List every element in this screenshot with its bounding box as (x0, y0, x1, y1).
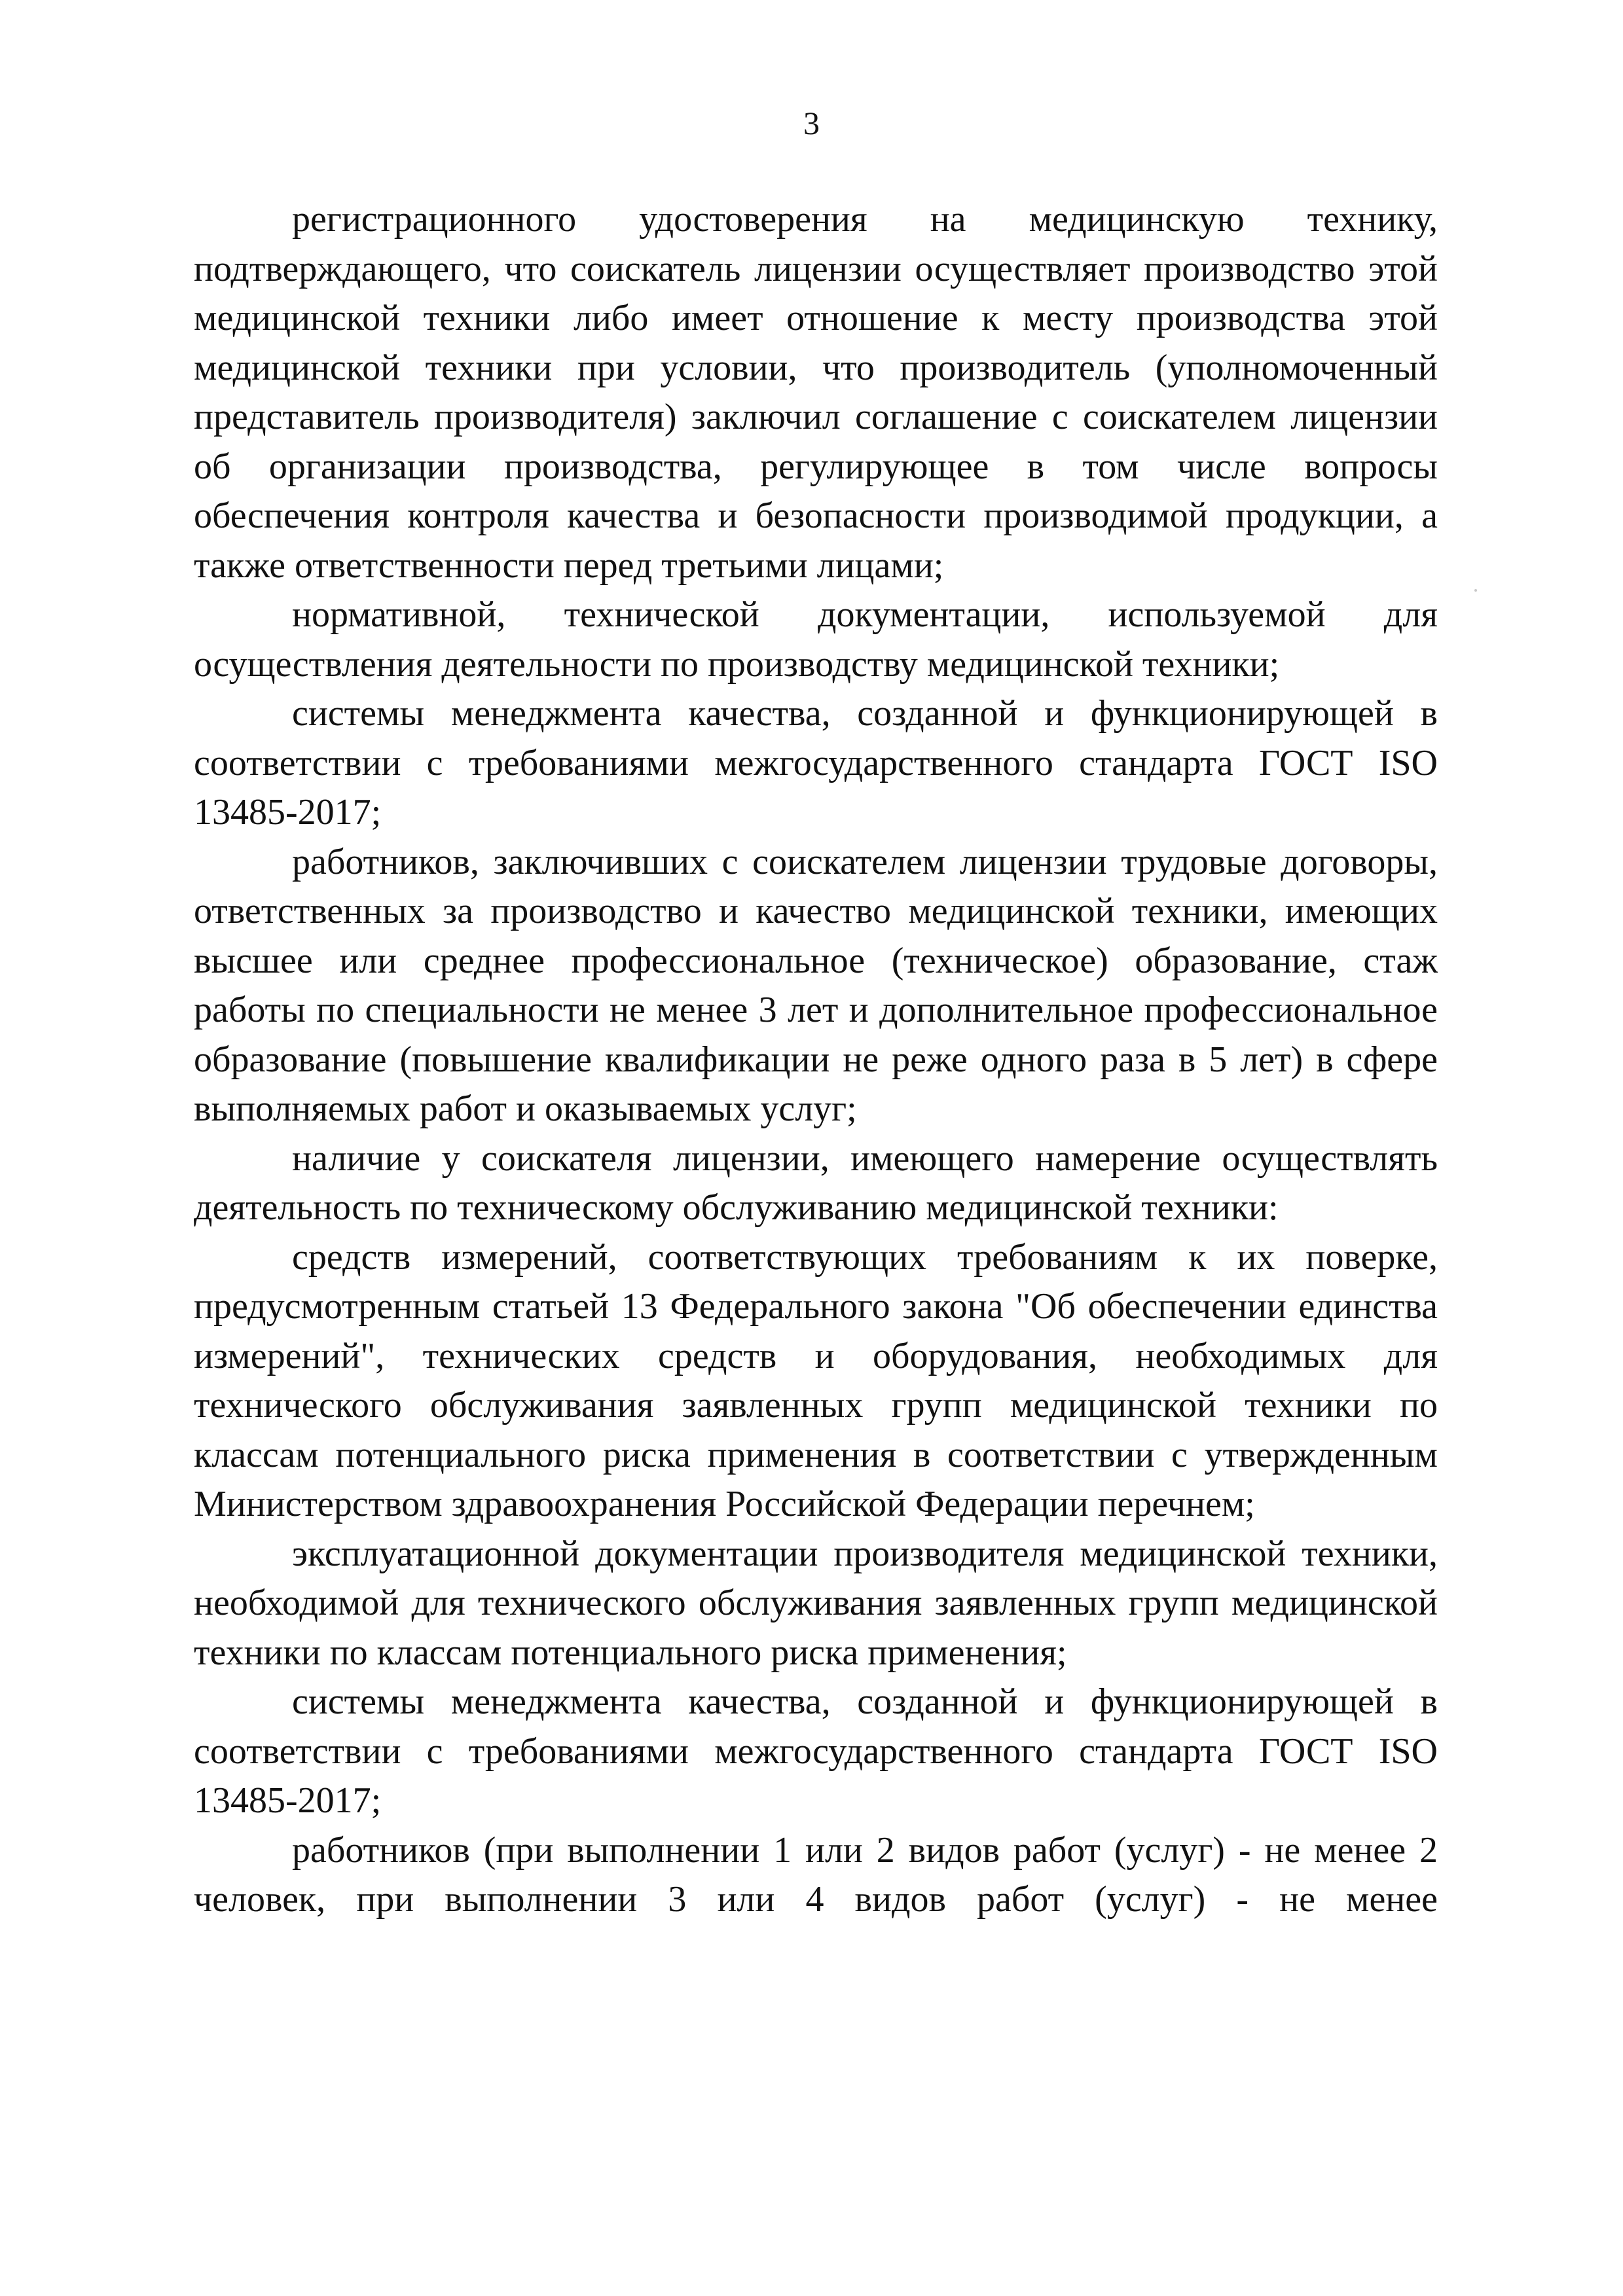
scan-speck (1474, 589, 1477, 592)
paragraph-employees-count: работников (при выполнении 1 или 2 видов работ (услуг) - не менее 2 человек, при выполнении 3 или 4 видов работ (услуг) - не менее (194, 1829, 1438, 1920)
page-number: 3 (803, 105, 820, 141)
paragraph-employees-qualification: работников, заключивших с соискателем лицензии трудовые договоры, ответственных за производство и качество медицинской техники, имеющих высшее или среднее профессиональное (техническое) образование, стаж работы по специальности не менее 3 лет и дополнительное профессиональное образование (повышение квалификации не реже одного раза в 5 лет) в сфере выполняемых работ и оказываемых услуг; (194, 841, 1438, 1129)
paragraph-maintenance-intent: наличие у соискателя лицензии, имеющего намерение осуществлять деятельность по техническому обслуживанию медицинской техники: (194, 1138, 1438, 1228)
paragraph-normative-documentation: нормативной, технической документации, используемой для осуществления деятельности по производству медицинской техники; (194, 594, 1438, 685)
paragraph-registration-certificate: регистрационного удостоверения на медицинскую технику, подтверждающего, что соискатель лицензии осуществляет производство этой медицинской техники либо имеет отношение к месту производства этой медицинской техники при условии, что производитель (уполномоченный представитель производителя) заключил соглашение с соискателем лицензии об организации производства, регулирующее в том числе вопросы обеспечения контроля качества и безопасности производимой продукции, а также ответственности перед третьими лицами; (194, 199, 1438, 586)
paragraph-measurement-instruments: средств измерений, соответствующих требованиям к их поверке, предусмотренным статьей 13 Федерального закона "Об обеспечении единства измерений", технических средств и оборудования, необходимых для технического обслуживания заявленных групп медицинской техники по классам потенциального риска применения в соответствии с утвержденным Министерством здравоохранения Российской Федерации перечнем; (194, 1236, 1438, 1524)
paragraph-operational-documentation: эксплуатационной документации производителя медицинской техники, необходимой для технического обслуживания заявленных групп медицинской техники по классам потенциального риска применения; (194, 1533, 1438, 1673)
body-text (194, 195, 1438, 1925)
paragraph-quality-management-system: системы менеджмента качества, созданной и функционирующей в соответствии с требованиями межгосударственного стандарта ГОСТ ISO 13485-2017; (194, 693, 1438, 833)
paragraph-quality-management-system-2: системы менеджмента качества, созданной и функционирующей в соответствии с требованиями межгосударственного стандарта ГОСТ ISO 13485-2017; (194, 1681, 1438, 1821)
